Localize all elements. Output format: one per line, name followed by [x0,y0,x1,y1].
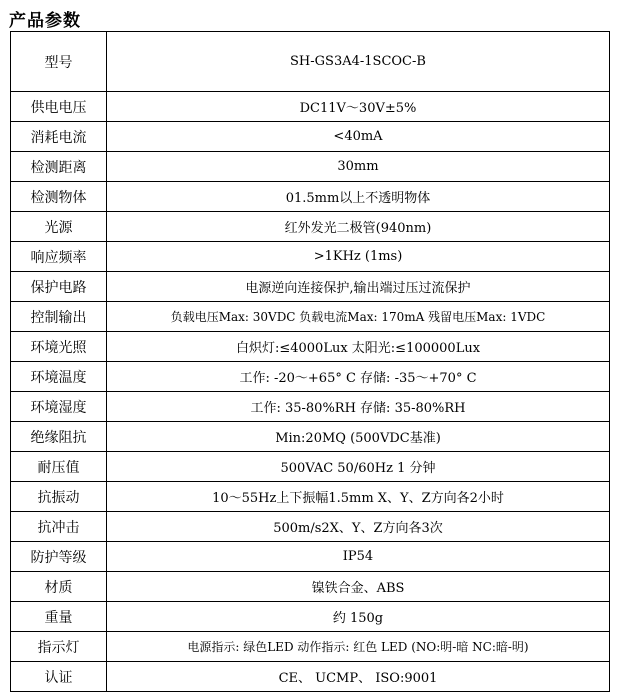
row-value-shock: 500m/s2X、Y、Z方向各3次 [107,512,610,542]
row-label-supply-voltage: 供电电压 [11,92,107,122]
table-row [11,332,610,362]
table-row [11,452,610,482]
page-title: 产品参数 [9,11,81,31]
row-label-ip-rating: 防护等级 [11,542,107,572]
table-row [11,542,610,572]
table-row [11,602,610,632]
row-value-ip-rating: IP54 [107,542,610,572]
row-value-weight: 约 150g [107,602,610,632]
table-row [11,272,610,302]
row-value-object: 01.5mm以上不透明物体 [107,182,610,212]
row-value-ambient-light: 白炽灯:≤4000Lux 太阳光:≤100000Lux [107,332,610,362]
row-value-humidity: 工作: 35-80%RH 存储: 35-80%RH [107,392,610,422]
row-label-response: 响应频率 [11,242,107,272]
row-value-control-output: 负载电压Max: 30VDC 负载电流Max: 170mA 残留电压Max: 1VDC [107,302,610,332]
row-label-certification: 认证 [11,662,107,692]
row-label-current: 消耗电流 [11,122,107,152]
row-label-temperature: 环境温度 [11,362,107,392]
row-label-control-output: 控制输出 [11,302,107,332]
table-row [11,482,610,512]
row-label-distance: 检测距离 [11,152,107,182]
table-row [11,632,610,662]
row-label-model: 型号 [11,32,107,92]
row-value-temperature: 工作: -20〜+65° C 存储: -35〜+70° C [107,362,610,392]
row-value-material: 镍铁合金、ABS [107,572,610,602]
table-row [11,512,610,542]
table-row [11,392,610,422]
row-value-insulation: Min:20MQ (500VDC基准) [107,422,610,452]
row-value-supply-voltage: DC11V〜30V±5% [107,92,610,122]
table-row [11,212,610,242]
row-value-model: SH-GS3A4-1SCOC-B [107,32,610,92]
row-label-weight: 重量 [11,602,107,632]
row-value-protection: 电源逆向连接保护,输出端过压过流保护 [107,272,610,302]
row-value-light-source: 红外发光二极管(940nm) [107,212,610,242]
spec-table [10,31,610,692]
table-row [11,302,610,332]
row-label-withstand-voltage: 耐压值 [11,452,107,482]
row-label-shock: 抗冲击 [11,512,107,542]
table-row [11,362,610,392]
row-label-protection: 保护电路 [11,272,107,302]
row-label-insulation: 绝缘阻抗 [11,422,107,452]
table-row [11,152,610,182]
row-label-object: 检测物体 [11,182,107,212]
table-row [11,422,610,452]
row-value-distance: 30mm [107,152,610,182]
row-label-indicator: 指示灯 [11,632,107,662]
row-label-light-source: 光源 [11,212,107,242]
table-row [11,662,610,692]
table-row [11,92,610,122]
row-label-vibration: 抗振动 [11,482,107,512]
table-row [11,182,610,212]
row-label-humidity: 环境湿度 [11,392,107,422]
row-label-material: 材质 [11,572,107,602]
table-row [11,572,610,602]
table-row [11,32,610,92]
row-value-withstand-voltage: 500VAC 50/60Hz 1 分钟 [107,452,610,482]
table-row [11,122,610,152]
row-value-indicator: 电源指示: 绿色LED 动作指示: 红色 LED (NO:明-暗 NC:暗-明) [107,632,610,662]
row-value-response: >1KHz (1ms) [107,242,610,272]
row-value-vibration: 10〜55Hz上下振幅1.5mm X、Y、Z方向各2小时 [107,482,610,512]
table-row [11,242,610,272]
row-value-current: <40mA [107,122,610,152]
row-label-ambient-light: 环境光照 [11,332,107,362]
row-value-certification: CE、 UCMP、 ISO:9001 [107,662,610,692]
